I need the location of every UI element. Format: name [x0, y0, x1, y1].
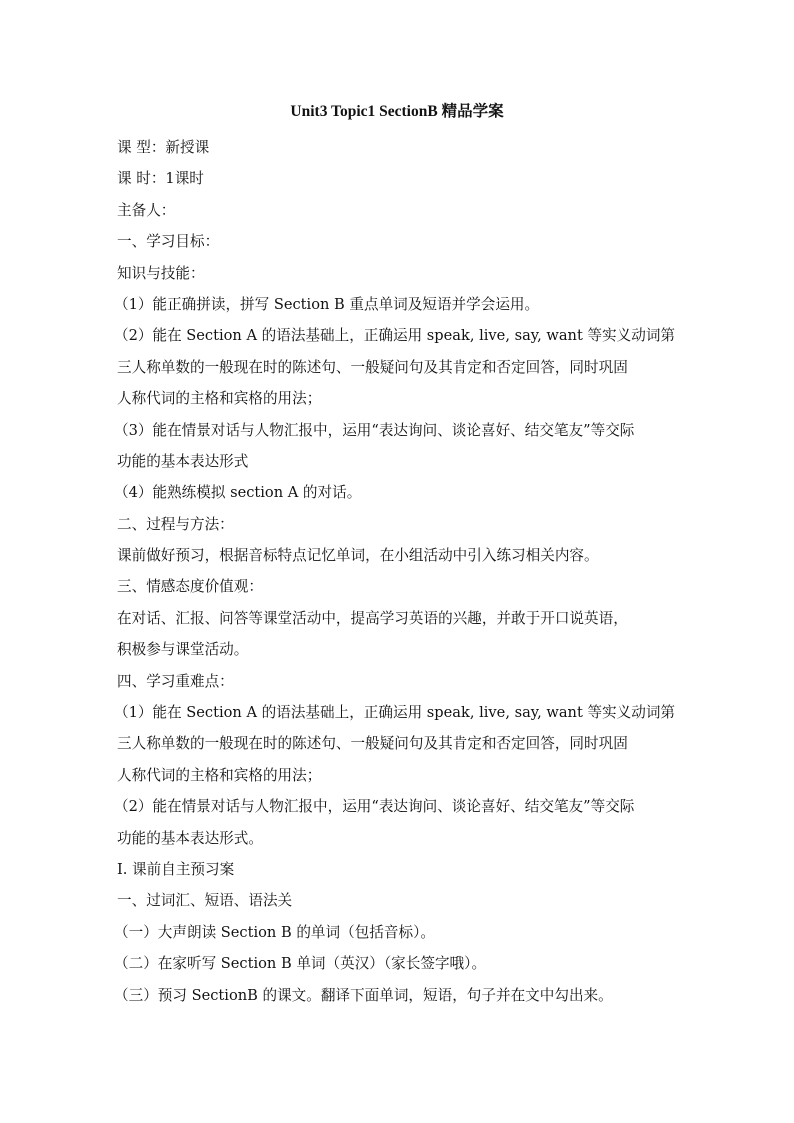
subheading-knowledge-skills: 知识与技能：	[117, 264, 205, 282]
document-title: Unit3 Topic1 SectionB 精品学案	[290, 103, 504, 120]
process-methods-text: 课前做好预习，根据音标特点记忆单词，在小组活动中引入练习相关内容。	[117, 547, 599, 565]
task-item-2: （二）在家听写 Section B 单词（英汉）（家长签字哦）。	[114, 955, 487, 973]
lesson-preparer-line: 主备人：	[117, 201, 176, 219]
task-item-3: （三）预习 SectionB 的课文。翻译下面单词，短语，句子并在文中勾出来。	[114, 986, 613, 1004]
section-heading-process-methods: 二、过程与方法：	[117, 515, 234, 533]
section-heading-objectives: 一、学习目标：	[117, 233, 220, 251]
section-heading-key-difficult-points: 四、学习重难点：	[117, 672, 234, 690]
section-heading-attitudes: 三、情感态度价值观：	[117, 578, 263, 596]
objective-item-1: （1）能正确拼读，拼写 Section B 重点单词及短语并学会运用。	[114, 295, 540, 313]
objective-item-3: （3）能在情景对话与人物汇报中，运用“表达询问、谈论喜好、结交笔友”等交际	[114, 421, 635, 439]
key-point-item-2: （2）能在情景对话与人物汇报中，运用“表达询问、谈论喜好、结交笔友”等交际	[114, 798, 635, 816]
attitudes-text-cont: 积极参与课堂活动。	[117, 641, 249, 659]
lesson-type-line: 课 型：新授课	[117, 139, 210, 156]
objective-item-3-cont: 功能的基本表达形式	[117, 452, 249, 470]
key-point-item-1: （1）能在 Section A 的语法基础上，正确运用 speak, live, say, want 等实义动词第	[114, 704, 676, 722]
key-point-item-1-cont-1: 三人称单数的一般现在时的陈述句、一般疑问句及其肯定和否定回答，同时巩固	[117, 735, 628, 753]
lesson-hours-line: 课 时：1课时	[117, 170, 204, 188]
section-heading-vocabulary: 一、过词汇、短语、语法关	[117, 892, 293, 910]
objective-item-4: （4）能熟练模拟 section A 的对话。	[114, 484, 362, 502]
key-point-item-1-cont-2: 人称代词的主格和宾格的用法；	[117, 766, 322, 784]
part-heading-preview: I. 课前自主预习案	[117, 860, 235, 878]
key-point-item-2-cont: 功能的基本表达形式。	[117, 829, 263, 847]
task-item-1: （一）大声朗读 Section B 的单词（包括音标）。	[114, 923, 435, 941]
objective-item-2: （2）能在 Section A 的语法基础上，正确运用 speak, live, say, want 等实义动词第	[114, 327, 676, 345]
objective-item-2-cont-1: 三人称单数的一般现在时的陈述句、一般疑问句及其肯定和否定回答，同时巩固	[117, 358, 628, 376]
attitudes-text: 在对话、汇报、问答等课堂活动中，提高学习英语的兴趣，并敢于开口说英语，	[117, 609, 628, 627]
document-body	[114, 132, 687, 1011]
objective-item-2-cont-2: 人称代词的主格和宾格的用法；	[117, 390, 322, 408]
